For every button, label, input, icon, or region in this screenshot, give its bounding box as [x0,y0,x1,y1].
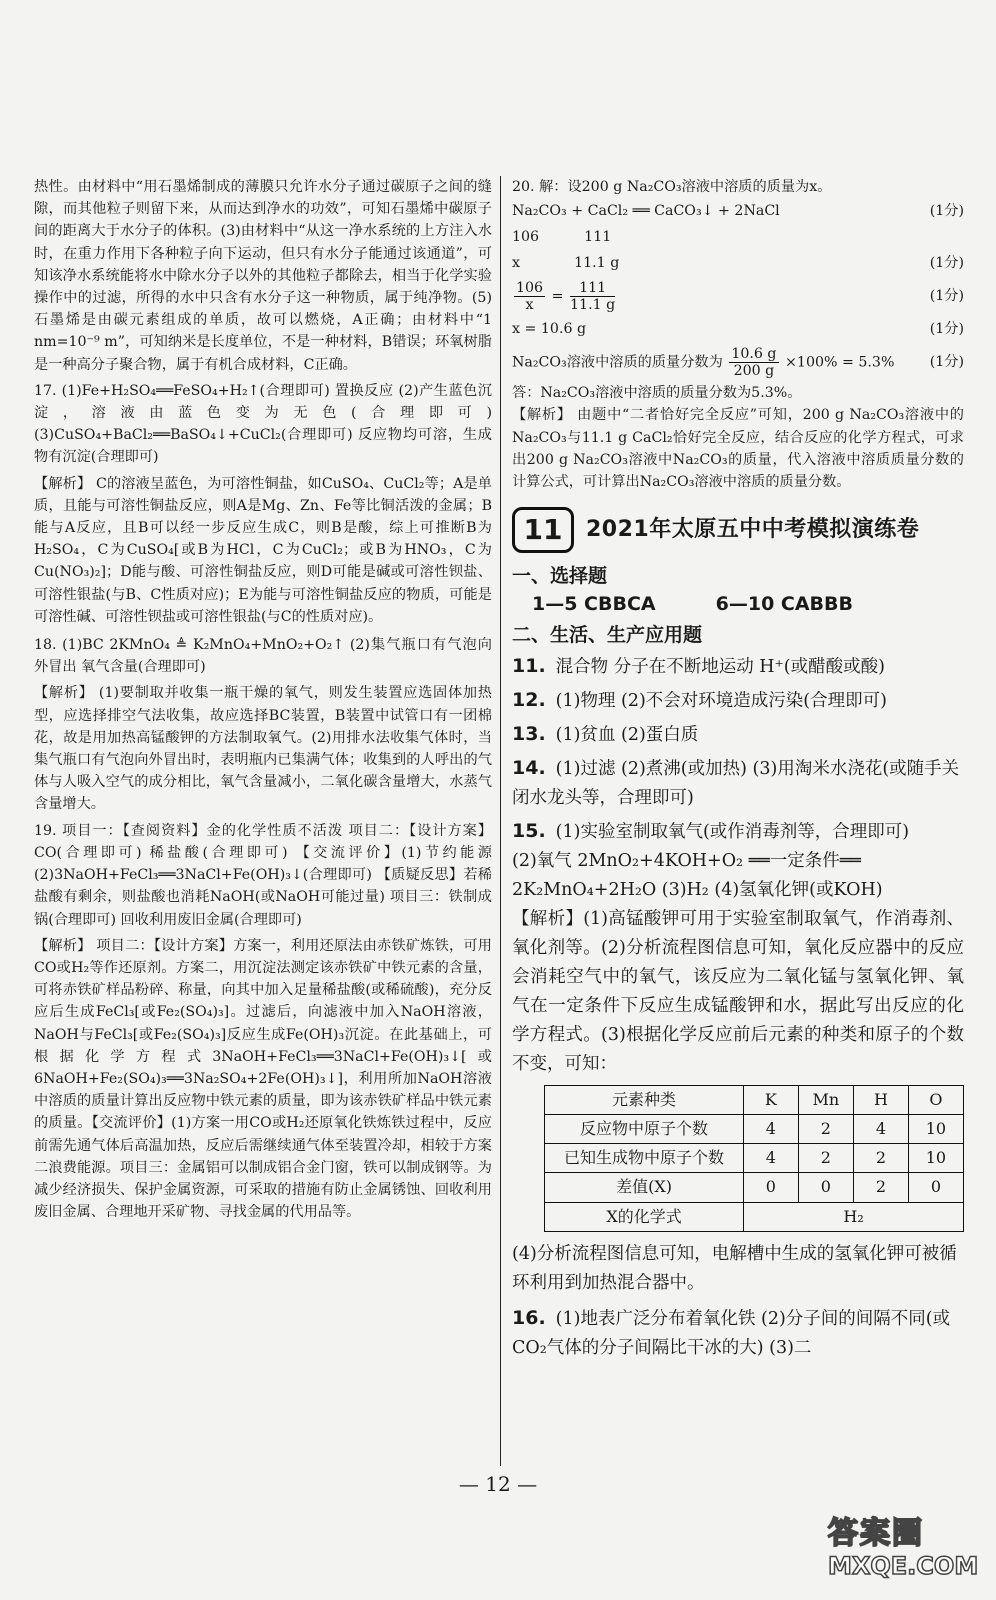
q13-number: 13. [512,722,546,745]
q20-intro: 20. 解：设200 g Na₂CO₃溶液中溶质的质量为x。 [512,179,832,195]
table-row-formula: X的化学式 H₂ [545,1202,964,1231]
q20-equation-row [512,198,964,224]
q20-analysis: 【解析】 由题中“二者恰好完全反应”可知，200 g Na₂CO₃溶液中的Na₂CO₃与11.1 g CaCl₂恰好完全反应，结合反应的化学方程式，可求出200 g Na₂CO₃溶液中Na₂CO₃的质量，代入溶液中溶质质量分数的计算公式，可计算出Na₂CO₃溶液中溶质的质量分数。 [512,407,964,491]
q20-proportion-row [512,276,964,316]
answers-6-10: 6—10 CABBB [715,593,853,616]
section-application-heading: 二、生活、生产应用题 [512,623,703,646]
choice-answers [532,593,964,615]
q20-masses: x 11.1 g [512,255,620,272]
q14-block [512,754,964,813]
exam-number-badge: 11 [512,507,574,553]
q11-answer: 混合物 分子在不断地运动 H⁺(或醋酸或酸) [555,656,885,677]
q12-answer: (1)物理 (2)不会对环境造成污染(合理即可) [555,690,887,711]
site-watermark [828,1508,978,1588]
q16-continuation: 热性。由材料中“用石墨烯制成的薄膜只允许水分子通过碳原子之间的缝隙，而其他粒子则留下来，从而达到净水的功效”，可知石墨烯中碳原子间的距离大于水分子的体积。(3)由材料中“从这一净水系统的上方注入水时，在重力作用下各种粒子向下运动，但只有水分子能通过该通道”，可知该净水系统能将水中除水分子以外的其他粒子都除去，相当于化学实验操作中的过滤，所得的水中只含有水分子这一种物质，属于纯净物。(5)石墨烯是由碳元素组成的单质，故可以燃烧，A正确；由材料中“1 nm=10⁻⁹ m”，可知纳米是长度单位，不是一种材料，B错误；环氧树脂是一种高分子聚合物，属于有机合成材料，C正确。 [34,179,492,373]
q19-answer: 19. 项目一：【查阅资料】金的化学性质不活泼 项目二：【设计方案】CO(合理即可) 稀盐酸(合理即可) 【交流评价】(1)节约能源 (2)3NaOH+FeCl₃══3NaCl+Fe(OH)₃↓(合理即可) 【质疑反思】若稀盐酸有剩余，则盐酸也消耗NaOH(或NaOH可能过量) 项目三：铁制成锅(合理即可) 回收利用废旧金属(合理即可) [34,822,492,928]
page-number: — 12 — [458,1472,538,1496]
q20-mass-fraction: Na₂CO₃溶液中溶质的质量分数为 $\frac{10.6 g}{200 g}$ ×100% = 5.3% [512,345,895,379]
q11-block [512,652,964,682]
q20-x-value: x = 10.6 g [512,321,587,338]
right-column [512,176,964,1363]
q20-molar-masses: 106 111 [512,229,612,246]
column-divider [500,176,501,1466]
q20-fraction-mark: (1分) [929,354,964,371]
q18-analysis: 【解析】 (1)要制取并收集一瓶干燥的氧气，则发生装置应选固体加热型，应选择排空气法收集，故应选择BC装置，B装置中试管口有一团棉花，故是用加热高锰酸钾的方法制取氧气。(2)用排水法收集气体时，当集气瓶口有气泡向外冒出时，表明瓶内已集满气体；收集到的人呼出的气体与人吸入空气的成分相比，氧气含量减小，二氧化碳含量增大，水蒸气含量增大。 [34,685,492,813]
q15-answer-2: (2)氧气 2MnO₂+4KOH+O₂ ══一定条件══ 2K₂MnO₄+2H₂O (3)H₂ (4)氢氧化钾(或KOH) [512,850,883,900]
q20-x-mark: (1分) [929,321,964,338]
q12-block [512,686,964,716]
left-column [34,176,492,1223]
q16-number: 16. [512,1306,546,1329]
q16-block [512,1304,964,1363]
watermark-logo-text: 答案圈 [828,1516,924,1551]
answers-1-5: 1—5 CBBCA [532,593,656,616]
table-header-row: 元素种类 K Mn H O [545,1085,964,1114]
section-choice-heading: 一、选择题 [512,565,608,588]
q13-block [512,720,964,750]
q20-proportion-mark: (1分) [929,288,964,305]
q15-number: 15. [512,819,546,842]
q13-answer: (1)贫血 (2)蛋白质 [555,724,699,745]
q15-conclusion: (4)分析流程图信息可知，电解槽中生成的氢氧化钾可被循环利用到加热混合器中。 [512,1243,957,1293]
q17-answer: 17. (1)Fe+H₂SO₄══FeSO₄+H₂↑(合理即可) 置换反应 (2)产生蓝色沉淀，溶液由蓝色变为无色(合理即可) (3)CuSO₄+BaCl₂══BaSO₄↓+CuCl₂(合理即可) 反应物均可溶，生成物有沉淀(合理即可) [34,382,492,466]
q15-analysis: 【解析】(1)高锰酸钾可用于实验室制取氧气，作消毒剂、氧化剂等。(2)分析流程图信息可知，氧化反应器中的反应会消耗空气中的氧气，该反应为二氧化锰与氢氧化钾、氧气在一定条件下反应生成锰酸钾和水，据此写出反应的化学方程式。(3)根据化学反应前后元素的种类和原子的个数不变，可知： [512,908,964,1074]
q14-number: 14. [512,756,546,779]
q20-equation-mark: (1分) [929,203,964,220]
fraction-mass: $\frac{10.6 g}{200 g}$ [731,345,777,379]
q20-proportion: $\frac{106}{x}$ = $\frac{111}{11.1 g}$ [516,279,616,313]
element-table [544,1085,964,1232]
q20-conclusion: 答：Na₂CO₃溶液中溶质的质量分数为5.3%。 [512,385,802,402]
exam-title: 2021年太原五中中考模拟演练卷 [586,517,920,543]
q20-molar-row [512,224,964,250]
q20-mass-row [512,250,964,276]
table-row: 已知生成物中原子个数 4 2 2 10 [545,1144,964,1173]
q17-analysis: 【解析】 C的溶液呈蓝色，为可溶性铜盐，如CuSO₄、CuCl₂等；A是单质，且能与可溶性铜盐反应，则A是Mg、Zn、Fe等比铜活泼的金属；B能与A反应，且B可以经一步反应生成C，则B是酸，综上可推断B为H₂SO₄，C为CuSO₄[或B为HCl，C为CuCl₂；或B为HNO₃，C为Cu(NO₃)₂]；D能与酸、可溶性铜盐反应，则D可能是碱或可溶性钡盐、可溶性银盐(与B、C性质对应)；E为能与可溶性铜盐反应的物质，可能是可溶性碱、可溶性钡盐或可溶性银盐(与C的性质对应)。 [34,475,492,625]
exam-heading [512,507,964,553]
q20-mass-mark: (1分) [929,255,964,272]
q15-answer-1: (1)实验室制取氧气(或作消毒剂等，合理即可) [555,821,910,842]
watermark-url: MXQE.COM [828,1552,979,1580]
q12-number: 12. [512,688,546,711]
q20-equation: Na₂CO₃ + CaCl₂ ══ CaCO₃↓ + 2NaCl [512,203,780,220]
q18-answer: 18. (1)BC 2KMnO₄ ≜ K₂MnO₄+MnO₂+O₂↑ (2)集气瓶口有气泡向外冒出 氧气含量(合理即可) [34,637,492,676]
q19-analysis: 【解析】 项目二：【设计方案】方案一，利用还原法由赤铁矿炼铁，可用CO或H₂等作还原剂。方案二，用沉淀法测定该赤铁矿中铁元素的含量，可将赤铁矿样品粉碎、称量，向其中加入足量稀盐酸(或稀硫酸)，充分反应后生成FeCl₃[或Fe₂(SO₄)₃]。过滤后，向滤液中加入NaOH溶液，NaOH与FeCl₃[或Fe₂(SO₄)₃]反应生成Fe(OH)₃沉淀。在此基础上，可根据化学方程式3NaOH+FeCl₃══3NaCl+Fe(OH)₃↓[或6NaOH+Fe₂(SO₄)₃══3Na₂SO₄+2Fe(OH)₃↓]，利用所加NaOH溶液中溶质的质量计算出反应物中铁元素的质量，即为该赤铁矿样品中铁元素的质量。【交流评价】(1)方案一用CO或H₂还原氧化铁炼铁过程中，反应前需先通气体后高温加热，反应后需继续通气体至装置冷却，相较于方案二浪费能源。项目三：金属铝可以制成铝合金门窗，铁可以制成钢等。为减少经济损失、保护金属资源，可采取的措施有防止金属锈蚀、回收利用废旧金属、合理地开采矿物、寻找金属的代用品等。 [34,937,492,1221]
fraction-right: $\frac{111}{11.1 g}$ [570,279,616,313]
table-row: 反应物中原子个数 4 2 4 10 [545,1115,964,1144]
q11-number: 11. [512,654,546,677]
q20-fraction-row [512,342,964,382]
fraction-left: $\frac{106}{x}$ [516,279,544,313]
q20-x-row [512,316,964,342]
q15-block [512,817,964,1079]
q14-answer: (1)过滤 (2)煮沸(或加热) (3)用淘米水浇花(或随手关闭水龙头等，合理即可) [512,758,960,808]
table-row: 差值(X) 0 0 2 0 [545,1173,964,1202]
q16-answer: (1)地表广泛分布着氧化铁 (2)分子间的间隔不同(或CO₂气体的分子间隔比干冰的大) (3)二 [512,1308,951,1358]
